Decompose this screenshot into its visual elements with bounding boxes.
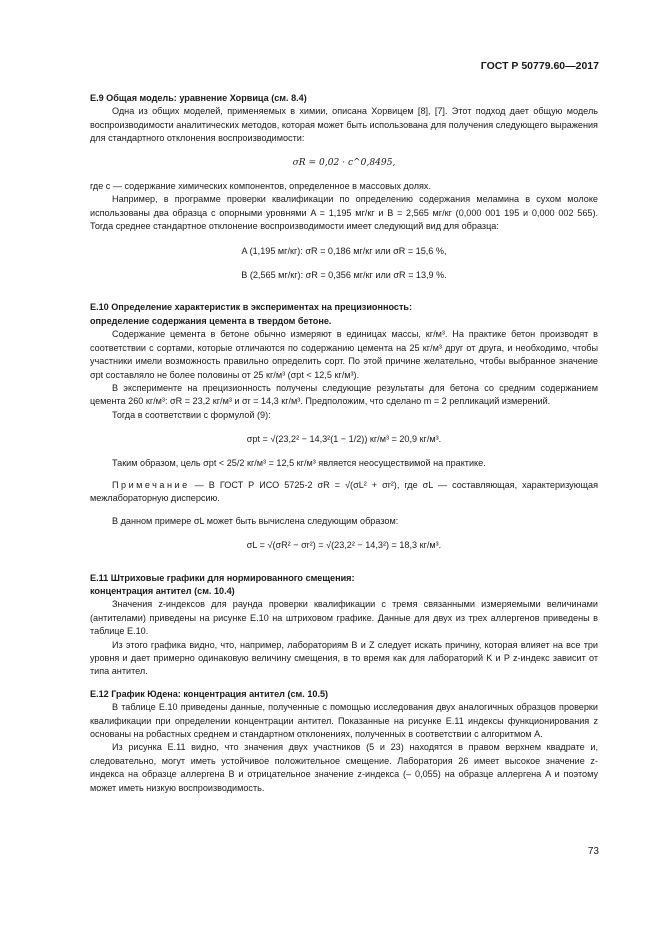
note-text: — В ГОСТ Р ИСО 5725-2 σR = √(σL² + σr²), где σL — составляющая, характеризующая межлабораторную дисперсию. — [90, 479, 598, 504]
e9-paragraph-2: где c — содержание химических компонентов, определенное в массовых долях. — [90, 181, 431, 192]
e11-paragraph-2: Из этого графика видно, что, например, лабораториям B и Z следует искать причину, которая влияет на все три уровня и дает примерно одинаковую величину смещения, в то время как для лабораторий K и P z-индекс зависит от типа антител. — [90, 639, 598, 677]
e10-note — [90, 479, 598, 506]
section-e10-title-line1: Е.10 Определение характеристик в экспериментах на прецизионность: — [90, 302, 413, 313]
e10-paragraph-3: Тогда в соответствии с формулой (9): — [112, 409, 271, 420]
section-e12-title: Е.12 График Юдена: концентрация антител (см. 10.5) — [90, 688, 329, 699]
e11-paragraph-1: Значения z-индексов для раунда проверки квалификации с тремя связанными измеряемыми величинами (антителами) приведены на рисунке Е.10 на штриховом графике. Данные для двух из трех аллергенов приведены в таблице Е.10. — [90, 599, 598, 637]
e9-paragraph-3: Например, в программе проверки квалификации по определению содержания меламина в сухом молоке использованы два образца с опорными уровнями A = 1,195 мг/кг и B = 2,565 мг/кг (0,000 001 195 и 0,000 002 565). Тогда среднее стандартное отклонение воспроизводимости имеет следующий вид для образца: — [90, 194, 598, 232]
e10-formula: σpt = √(23,2² − 14,3²(1 − 1/2)) кг/м³ = 20,9 кг/м³. — [246, 434, 442, 445]
e12-paragraph-2: Из рисунка Е.11 видно, что значения двух участников (5 и 23) находятся в правом верхнем квадрате и, следовательно, могут иметь устойчивое положительное смещение. Лаборатория 26 имеет высокое значение z-индекса на образце аллергена B и отрицательное значение z-индекса (– 0,055) на образце аллергена A и поэтому может иметь низкую воспроизводимость. — [90, 742, 598, 793]
standard-header: ГОСТ Р 50779.60—2017 — [480, 60, 599, 72]
e10-paragraph-2: В эксперименте на прецизионность получены следующие результаты для бетона со средним содержанием цемента 260 кг/м³: σR = 23,2 кг/м³ и σr = 14,3 кг/м³. Предположим, что сделано m = 2 репликаций измерений. — [90, 382, 598, 407]
note-label: Примечание — [112, 479, 190, 490]
e9-formula-b: B (2,565 мг/кг): σR = 0,356 мг/кг или σR = 13,9 %. — [241, 270, 447, 281]
section-e11-title-line1: Е.11 Штриховые графики для нормированного смещения: — [90, 572, 355, 583]
section-e11-title-line2: концентрация антител (см. 10.4) — [90, 585, 235, 596]
page-number: 73 — [587, 846, 599, 857]
section-e10-title-line2: определение содержания цемента в твердом бетоне. — [90, 315, 332, 326]
e12-paragraph-1: В таблице Е.10 приведены данные, полученные с помощью исследования двух аналогичных образцов проверки квалификации при определении концентрации антител. Показанные на рисунке Е.11 индексы функционирования z основаны на робастных среднем и стандартном отклонениях, полученных в соответствии с алгоритмом A. — [90, 702, 598, 740]
e9-formula-a: A (1,195 мг/кг): σR = 0,186 мг/кг или σR = 15,6 %, — [241, 245, 447, 256]
e9-formula: σR = 0,02 · c^0,8495, — [292, 157, 396, 168]
page-content — [90, 92, 598, 795]
section-e9-title: Е.9 Общая модель: уравнение Хорвица (см. 8.4) — [90, 93, 307, 103]
e9-paragraph-1: Одна из общих моделей, применяемых в химии, описана Хорвицем [8], [7]. Этот подход дает общую модель воспроизводимости аналитических методов, которая может быть использована для получения следующего выражения для стандартного отклонения воспроизводимости: — [90, 106, 598, 144]
e10-formula-2: σL = √(σR² − σr²) = √(23,2² − 14,3²) = 18,3 кг/м³. — [246, 540, 442, 551]
e10-paragraph-4: Таким образом, цель σpt < 25/2 кг/м³ = 12,5 кг/м³ является неосуществимой на практике. — [112, 457, 486, 468]
e10-paragraph-5: В данном примере σL может быть вычислена следующим образом: — [112, 515, 399, 526]
e10-paragraph-1: Содержание цемента в бетоне обычно измеряют в единицах массы, кг/м³. На практике бетон производят в соответствии с сортами, которые отличаются по содержанию цемента на 25 кг/м³ друг от друга, и необходимо, чтобы участники имели возможность правильно определить сорт. По этой причине желательно, чтобы выбранное значение σpt составляло не более половины от 25 кг/м³ (σpt < 12,5 кг/м³). — [90, 329, 598, 380]
